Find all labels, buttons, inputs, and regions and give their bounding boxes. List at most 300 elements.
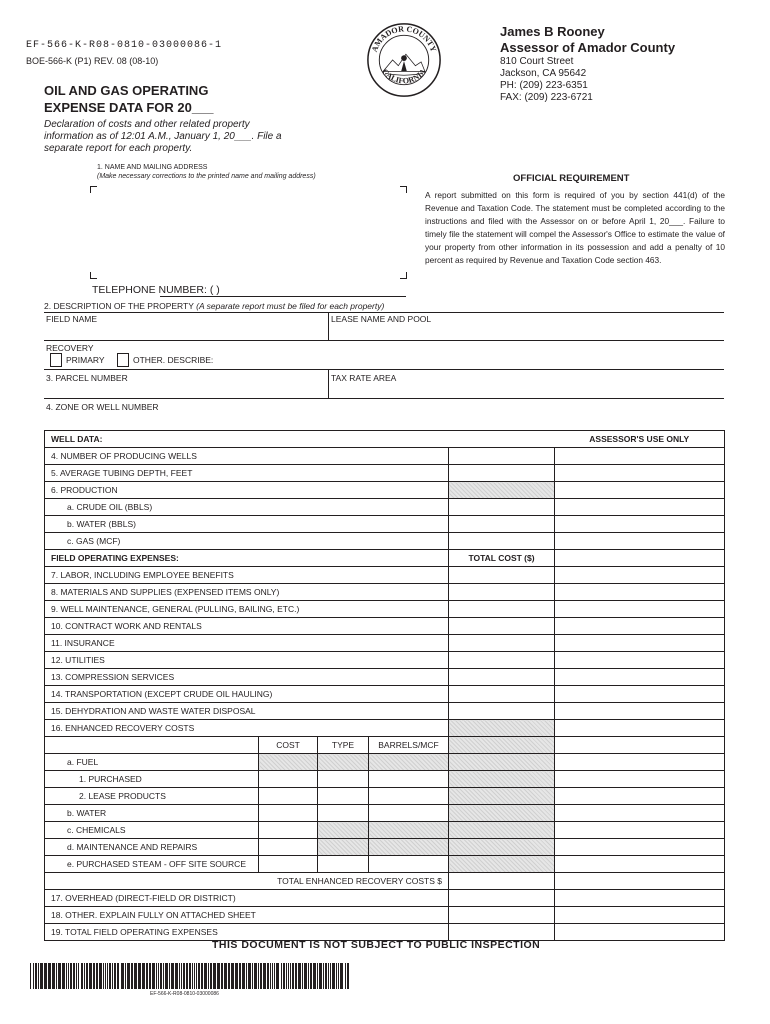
assessor-cell: [555, 890, 725, 907]
barcode-bar: [189, 963, 191, 989]
row-label: 7. LABOR, INCLUDING EMPLOYEE BENEFITS: [45, 567, 449, 584]
table-row: [45, 890, 725, 907]
barcode-bar: [179, 963, 180, 989]
table-row: [45, 754, 725, 771]
parcel-number-label: 3. PARCEL NUMBER: [46, 373, 128, 383]
barcode-bar: [33, 963, 34, 989]
other-label: OTHER. DESCRIBE:: [133, 355, 214, 365]
row-label: 2. LEASE PRODUCTS: [45, 788, 259, 805]
barcode-bar: [325, 963, 327, 989]
assessor-cell: [555, 669, 725, 686]
table-row: [45, 533, 725, 550]
table-row: [45, 482, 725, 499]
row-label: 19. TOTAL FIELD OPERATING EXPENSES: [45, 924, 449, 941]
divider: [44, 312, 724, 313]
assessor-cell: [555, 465, 725, 482]
total-enhanced-label: TOTAL ENHANCED RECOVERY COSTS $: [45, 873, 449, 890]
cost-input[interactable]: [259, 805, 318, 822]
address-corner-br: [400, 272, 407, 279]
barcode-bar: [231, 963, 234, 989]
official-requirement-text: A report submitted on this form is required of you by section 441(d) of the Revenue and Taxation Code. The statement must be completed according to the instructions and filed with the Assessor on or before April 1, 20___. Failure to timely file the statement will compel the Assessor's Office to estimate the value of your property from other information in its possession and add a penalty of 10 percent as required by Revenue and Taxation Code section 463.: [425, 190, 725, 265]
barcode-bar: [194, 963, 195, 989]
shaded-cell: [259, 754, 318, 771]
barcode-bar: [149, 963, 151, 989]
divider: [44, 369, 724, 370]
assessor-cell: [555, 533, 725, 550]
barcode-bar: [96, 963, 98, 989]
assessor-cell: [555, 584, 725, 601]
shaded-cell: [449, 839, 555, 856]
table-row: [45, 805, 725, 822]
table-row: [45, 516, 725, 533]
assessor-cell: [555, 873, 725, 890]
barcode-bar: [298, 963, 301, 989]
type-column-header: TYPE: [318, 737, 369, 754]
divider: [44, 340, 724, 341]
row-label: 6. PRODUCTION: [45, 482, 449, 499]
assessor-cell: [555, 601, 725, 618]
cost-input[interactable]: [259, 771, 318, 788]
table-row: [45, 584, 725, 601]
barcode-bar: [228, 963, 230, 989]
barcode-bar: [52, 963, 55, 989]
shaded-cell: [449, 771, 555, 788]
barcode-bar: [328, 963, 329, 989]
table-row: [45, 652, 725, 669]
barcode-bar: [304, 963, 307, 989]
assessor-cell: [555, 771, 725, 788]
field-expenses-header: FIELD OPERATING EXPENSES:: [45, 550, 449, 567]
barcode-bar: [276, 963, 279, 989]
assessor-fax: FAX: (209) 223-6721: [500, 92, 593, 103]
shaded-cell: [449, 482, 555, 499]
shaded-cell: [369, 754, 449, 771]
barcode-bar: [109, 963, 111, 989]
barcode-bar: [146, 963, 148, 989]
barcode-bar: [258, 963, 259, 989]
type-input[interactable]: [318, 771, 369, 788]
address-corner-tl: [90, 186, 97, 193]
barcode-bar: [112, 963, 113, 989]
assessor-street: 810 Court Street: [500, 56, 574, 67]
input-cell[interactable]: [449, 907, 555, 924]
barcode-bar: [73, 963, 75, 989]
barcode-bar: [208, 963, 209, 989]
form-title-line2: EXPENSE DATA FOR 20___: [44, 100, 214, 115]
row-label: 13. COMPRESSION SERVICES: [45, 669, 449, 686]
shaded-cell: [369, 839, 449, 856]
row-label: c. CHEMICALS: [45, 822, 259, 839]
barrels-input[interactable]: [369, 788, 449, 805]
cost-input[interactable]: [259, 856, 318, 873]
barcode-bar: [252, 963, 253, 989]
barcode-bar: [38, 963, 39, 989]
barcode-bar: [171, 963, 174, 989]
barcode-bar: [332, 963, 335, 989]
barcode-bar: [127, 963, 130, 989]
barcode-bar: [117, 963, 119, 989]
table-row: [45, 448, 725, 465]
barcode-bar: [295, 963, 297, 989]
assessor-cell: [555, 754, 725, 771]
barcode-bar: [103, 963, 104, 989]
barcode-bar: [198, 963, 200, 989]
field-name-label: FIELD NAME: [46, 314, 98, 324]
table-row: [45, 822, 725, 839]
barcode-bar: [310, 963, 312, 989]
barcode-bar: [213, 963, 216, 989]
barcode-bar: [239, 963, 241, 989]
row-label: d. MAINTENANCE AND REPAIRS: [45, 839, 259, 856]
assessor-cell: [555, 856, 725, 873]
svg-text:CALIFORNIA: CALIFORNIA: [380, 67, 428, 86]
barcode-bar: [165, 963, 168, 989]
input-cell[interactable]: [449, 499, 555, 516]
barcode-bar: [78, 963, 79, 989]
barcode-bar: [317, 963, 318, 989]
assessor-name: James B Rooney: [500, 24, 605, 39]
barcode-bar: [302, 963, 303, 989]
form-revision: BOE-566-K (P1) REV. 08 (08-10): [26, 56, 159, 66]
input-cell[interactable]: [449, 465, 555, 482]
barcode-bar: [84, 963, 85, 989]
row-label: 14. TRANSPORTATION (EXCEPT CRUDE OIL HAULING): [45, 686, 449, 703]
input-cell[interactable]: [449, 601, 555, 618]
row-label: 9. WELL MAINTENANCE, GENERAL (PULLING, BAILING, ETC.): [45, 601, 449, 618]
row-label: 12. UTILITIES: [45, 652, 449, 669]
row-label: 11. INSURANCE: [45, 635, 449, 652]
barcode-bar: [308, 963, 309, 989]
barcode-bar: [30, 963, 31, 989]
barcode-bar: [76, 963, 77, 989]
barcode-bar: [62, 963, 65, 989]
shaded-cell: [318, 822, 369, 839]
assessor-cell: [555, 635, 725, 652]
assessor-cell: [555, 686, 725, 703]
input-cell[interactable]: [449, 584, 555, 601]
barcode-bar: [254, 963, 257, 989]
telephone-underline: [160, 296, 406, 297]
barcode-bar: [336, 963, 337, 989]
assessor-cell: [555, 822, 725, 839]
barcode-bar: [196, 963, 197, 989]
public-inspection-note: THIS DOCUMENT IS NOT SUBJECT TO PUBLIC INSPECTION: [212, 939, 541, 951]
lease-name-input[interactable]: [331, 325, 721, 339]
barcode-bar: [58, 963, 61, 989]
shaded-cell: [318, 839, 369, 856]
shaded-cell: [449, 856, 555, 873]
description-label: 2. DESCRIPTION OF THE PROPERTY (A separate report must be filed for each property): [44, 301, 385, 311]
assessor-cell: [555, 788, 725, 805]
shaded-cell: [369, 822, 449, 839]
table-row: [45, 669, 725, 686]
barcode-bar: [107, 963, 108, 989]
input-cell[interactable]: [449, 873, 555, 890]
table-row: [45, 873, 725, 890]
barcode-bar: [138, 963, 141, 989]
assessor-cell: [555, 720, 725, 737]
shaded-cell: [449, 822, 555, 839]
blank-cell: [45, 737, 259, 754]
barcode-bar: [281, 963, 282, 989]
table-row: [45, 686, 725, 703]
barcode-bar: [338, 963, 339, 989]
address-corner-bl: [90, 272, 97, 279]
tax-rate-label: TAX RATE AREA: [331, 373, 397, 383]
barcode-bar: [204, 963, 207, 989]
row-label: c. GAS (MCF): [45, 533, 449, 550]
assessor-cell: [555, 618, 725, 635]
barcode-bar: [89, 963, 92, 989]
assessor-cell: [555, 516, 725, 533]
barcode-bar: [86, 963, 88, 989]
barcode-bar: [114, 963, 116, 989]
barcode-bar: [81, 963, 83, 989]
barcode-bar: [142, 963, 145, 989]
row-label: 1. PURCHASED: [45, 771, 259, 788]
row-label: a. FUEL: [45, 754, 259, 771]
input-cell[interactable]: [449, 890, 555, 907]
table-row: [45, 618, 725, 635]
barcode-bar: [288, 963, 289, 989]
input-cell[interactable]: [449, 652, 555, 669]
barcode-bar: [99, 963, 102, 989]
barcode-icon: [30, 963, 350, 989]
table-row: [45, 635, 725, 652]
description-label-note: (A separate report must be filed for each property): [196, 301, 385, 311]
table-row: [45, 788, 725, 805]
barcode-bar: [35, 963, 37, 989]
table-row: [45, 601, 725, 618]
telephone-label: TELEPHONE NUMBER: ( ): [92, 284, 220, 296]
row-label: 4. NUMBER OF PRODUCING WELLS: [45, 448, 449, 465]
mailing-address-field[interactable]: [98, 192, 394, 270]
barcode-bar: [48, 963, 51, 989]
county-seal-icon: [366, 22, 442, 98]
row-label: 10. CONTRACT WORK AND RENTALS: [45, 618, 449, 635]
table-row: [45, 703, 725, 720]
barcode-bar: [224, 963, 227, 989]
divider: [328, 312, 329, 340]
divider: [44, 398, 724, 399]
other-checkbox[interactable]: [117, 353, 129, 367]
divider: [328, 369, 329, 398]
barcode-bar: [345, 963, 346, 989]
cost-input[interactable]: [259, 839, 318, 856]
shaded-cell: [449, 788, 555, 805]
table-row: [45, 465, 725, 482]
barcode-bar: [169, 963, 170, 989]
barcode-bar: [175, 963, 178, 989]
row-label: 18. OTHER. EXPLAIN FULLY ON ATTACHED SHEET: [45, 907, 449, 924]
input-cell[interactable]: [449, 448, 555, 465]
barcode-bar: [267, 963, 269, 989]
table-row: [45, 839, 725, 856]
barcode-bar: [163, 963, 164, 989]
address-corner-tr: [400, 186, 407, 193]
input-cell[interactable]: [449, 516, 555, 533]
barcode-bar: [260, 963, 262, 989]
address-label: 1. NAME AND MAILING ADDRESS: [97, 164, 208, 171]
row-label: 5. AVERAGE TUBING DEPTH, FEET: [45, 465, 449, 482]
input-cell[interactable]: [449, 635, 555, 652]
type-input[interactable]: [318, 805, 369, 822]
recovery-label: RECOVERY: [46, 343, 94, 353]
barcode-bar: [347, 963, 349, 989]
barcode-bar: [235, 963, 238, 989]
assessor-cell: [555, 737, 725, 754]
row-label: 16. ENHANCED RECOVERY COSTS: [45, 720, 449, 737]
barrels-input[interactable]: [369, 805, 449, 822]
other-describe-input[interactable]: [220, 353, 720, 367]
primary-checkbox[interactable]: [50, 353, 62, 367]
table-row: [45, 771, 725, 788]
primary-label: PRIMARY: [66, 355, 105, 365]
table-row: [45, 499, 725, 516]
barcode-bar: [181, 963, 182, 989]
table-row: [45, 720, 725, 737]
barcode-bar: [330, 963, 331, 989]
input-cell[interactable]: [449, 703, 555, 720]
assessor-cell: [555, 907, 725, 924]
row-label: 15. DEHYDRATION AND WASTE WATER DISPOSAL: [45, 703, 449, 720]
official-requirement-title: OFFICIAL REQUIREMENT: [513, 173, 630, 184]
barcode-bar: [44, 963, 47, 989]
barcode-bar: [40, 963, 43, 989]
barcode-bar: [313, 963, 316, 989]
barcode-bar: [105, 963, 106, 989]
barcode-bar: [246, 963, 247, 989]
zone-well-label: 4. ZONE OR WELL NUMBER: [46, 402, 159, 412]
input-cell[interactable]: [449, 567, 555, 584]
telephone-field[interactable]: [260, 283, 406, 296]
barcode-bar: [56, 963, 57, 989]
row-label: 8. MATERIALS AND SUPPLIES (EXPENSED ITEMS ONLY): [45, 584, 449, 601]
well-data-header: WELL DATA:: [45, 431, 555, 448]
assessor-cell: [555, 482, 725, 499]
type-input[interactable]: [318, 788, 369, 805]
barcode-bar: [270, 963, 271, 989]
row-label: 17. OVERHEAD (DIRECT-FIELD OR DISTRICT): [45, 890, 449, 907]
cost-input[interactable]: [259, 788, 318, 805]
input-cell[interactable]: [449, 533, 555, 550]
input-cell[interactable]: [449, 686, 555, 703]
tax-rate-input[interactable]: [331, 384, 721, 398]
assessor-phone: PH: (209) 223-6351: [500, 80, 588, 91]
barcode-bar: [283, 963, 285, 989]
barcode-bar: [290, 963, 291, 989]
barcode-bar: [152, 963, 155, 989]
assessor-cell: [555, 499, 725, 516]
row-label: b. WATER (BBLS): [45, 516, 449, 533]
barcode-bar: [70, 963, 72, 989]
barcode-bar: [186, 963, 188, 989]
cost-column-header: COST: [259, 737, 318, 754]
barcode-bar: [319, 963, 322, 989]
form-id: EF-566-K-R08-0810-03000086-1: [26, 40, 223, 51]
assessor-cell: [555, 924, 725, 941]
well-data-table: [44, 430, 725, 941]
assessor-cell: [555, 703, 725, 720]
parcel-number-input[interactable]: [46, 384, 326, 398]
shaded-cell: [449, 805, 555, 822]
shaded-cell: [449, 754, 555, 771]
type-input[interactable]: [318, 856, 369, 873]
assessor-cell: [555, 805, 725, 822]
barcode-bar: [93, 963, 95, 989]
barcode-bar: [131, 963, 133, 989]
shaded-cell: [449, 737, 555, 754]
assessor-cell: [555, 567, 725, 584]
barcode-bar: [134, 963, 137, 989]
input-cell[interactable]: [449, 669, 555, 686]
table-row: [45, 431, 725, 448]
barcode-bar: [242, 963, 245, 989]
barcode-bar: [292, 963, 294, 989]
barcode-bar: [272, 963, 273, 989]
shaded-cell: [318, 754, 369, 771]
row-label: b. WATER: [45, 805, 259, 822]
field-name-input[interactable]: [46, 325, 326, 339]
cost-input[interactable]: [259, 822, 318, 839]
zone-well-input[interactable]: [160, 400, 720, 414]
row-label: e. PURCHASED STEAM - OFF SITE SOURCE: [45, 856, 259, 873]
barcode-bar: [210, 963, 212, 989]
row-label: a. CRUDE OIL (BBLS): [45, 499, 449, 516]
barcode-bar: [221, 963, 223, 989]
assessors-use-header: ASSESSOR'S USE ONLY: [555, 431, 725, 448]
table-row: [45, 737, 725, 754]
barrels-input[interactable]: [369, 856, 449, 873]
declaration-text: Declaration of costs and other related property information as of 12:01 A.M., January 1, 20___. File a separate report for each property.: [44, 119, 282, 154]
total-cost-header: TOTAL COST ($): [449, 550, 555, 567]
barrels-input[interactable]: [369, 771, 449, 788]
form-title-line1: OIL AND GAS OPERATING: [44, 83, 209, 98]
barcode-bar: [286, 963, 287, 989]
barcode-bar: [192, 963, 193, 989]
barcode-bar: [121, 963, 124, 989]
table-row: [45, 567, 725, 584]
input-cell[interactable]: [449, 618, 555, 635]
barcode-bar: [68, 963, 69, 989]
input-cell[interactable]: [449, 924, 555, 941]
assessor-title: Assessor of Amador County: [500, 40, 676, 55]
barcode-bar: [156, 963, 157, 989]
barcode-text: EF-566-K-R08-0810-03000086: [150, 991, 219, 997]
barcode-bar: [183, 963, 185, 989]
barcode-bar: [201, 963, 203, 989]
table-row: [45, 924, 725, 941]
barcode-bar: [340, 963, 343, 989]
barcode-bar: [248, 963, 251, 989]
table-row: [45, 550, 725, 567]
barrels-column-header: BARRELS/MCF: [369, 737, 449, 754]
assessor-cell: [555, 839, 725, 856]
assessor-cell: [555, 550, 725, 567]
barcode-bar: [158, 963, 159, 989]
assessor-city: Jackson, CA 95642: [500, 68, 587, 79]
barcode-bar: [66, 963, 67, 989]
barcode-bar: [125, 963, 126, 989]
barcode-bar: [263, 963, 266, 989]
assessor-cell: [555, 652, 725, 669]
table-row: [45, 907, 725, 924]
table-row: [45, 856, 725, 873]
shaded-cell: [449, 720, 555, 737]
lease-name-label: LEASE NAME AND POOL: [331, 314, 432, 324]
barcode-bar: [323, 963, 324, 989]
barcode-bar: [160, 963, 162, 989]
